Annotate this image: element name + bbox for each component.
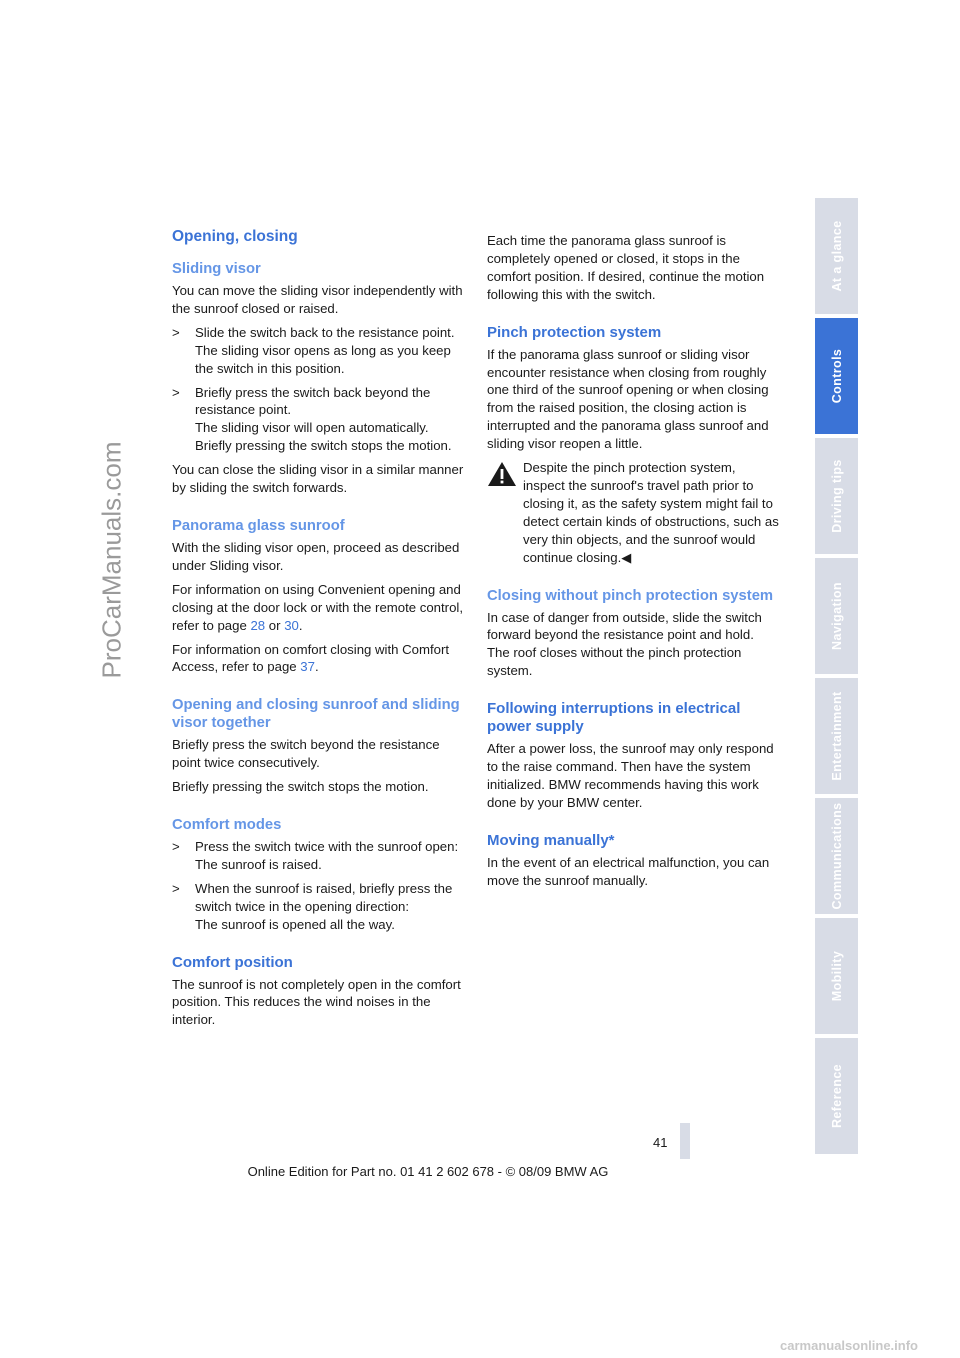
warning-text: Despite the pinch protection system, inspect the sunroof's travel path prior to closing it, as the safety system might fail to detect certain kinds of obstructions, such as very thin objects, and the sunroof would continue closing.◀ [523,460,779,565]
list-item-text: Press the switch twice with the sunroof open: [195,839,459,855]
heading-panorama: Panorama glass sunroof [172,517,345,534]
page-link-37[interactable]: 37 [300,659,315,675]
page-number: 41 [653,1135,668,1150]
list-item-text: When the sunroof is raised, briefly press the switch twice in the opening direction: [195,880,453,914]
right-column [487,232,779,896]
list-item-text: The sunroof is raised. [195,856,322,872]
tab-communications[interactable]: Communications [815,798,858,914]
tab-entertainment[interactable]: Entertainment [815,678,858,794]
list-item-text: The sliding visor will open automatically. Briefly pressing the switch stops the motion. [195,420,452,454]
bullet-mark: > [172,384,180,400]
heading-pinch-protection: Pinch protection system [487,323,662,341]
list-item [172,880,464,934]
paragraph: The sunroof is not completely open in the comfort position. This reduces the wind noises in the interior. [172,976,461,1028]
list-item-text: The sunroof is opened all the way. [195,916,395,932]
bottom-watermark: carmanualsonline.info [780,1338,918,1353]
paragraph: You can move the sliding visor independently with the sunroof closed or raised. [172,283,463,316]
heading-comfort-modes: Comfort modes [172,817,282,834]
page-marker-bar [680,1123,690,1159]
chapter-tabs [815,198,858,1158]
paragraph: Briefly pressing the switch stops the motion. [172,779,429,795]
tab-navigation[interactable]: Navigation [815,558,858,674]
list-item [172,838,464,874]
footer-text: Online Edition for Part no. 01 41 2 602 678 - © 08/09 BMW AG [247,1164,609,1179]
heading-moving-manually: Moving manually* [487,831,615,849]
list-item [172,384,464,456]
paragraph: For information on using Convenient opening and closing at the door lock or with the remote control, refer to page 28 or 30. [172,581,464,633]
end-mark: ◀ [621,549,632,565]
warning-triangle-icon [487,461,517,487]
warning-box [487,459,779,566]
heading-comfort-position: Comfort position [172,953,293,971]
list-item-text: Slide the switch back to the resistance point. [195,324,455,340]
heading-together: Opening and closing sunroof and sliding visor together [172,697,460,732]
paragraph: If the panorama glass sunroof or sliding visor encounter resistance when closing from roughly one third of the sunroof opening or when closing from the raised position, the closing action is interrupted and the panorama glass sunroof and sliding visor reopen a little. [487,346,769,452]
page-link-28[interactable]: 28 [250,617,266,633]
bullet-mark: > [172,324,180,340]
bullet-mark: > [172,880,180,896]
tab-at-a-glance[interactable]: At a glance [815,198,858,314]
list-item-text: Briefly press the switch back beyond the resistance point. [195,384,431,418]
tab-controls[interactable]: Controls [815,318,858,434]
paragraph: With the sliding visor open, proceed as described under Sliding visor. [172,539,460,573]
heading-without-pinch: Closing without pinch protection system [487,587,774,604]
paragraph: In case of danger from outside, slide the switch forward beyond the resistance point and hold. The roof closes without the pinch protection system. [487,609,762,679]
list-item [172,324,464,378]
paragraph: Each time the panorama glass sunroof is completely opened or closed, it stops in the comfort position. If desired, continue the motion following this with the switch. [487,233,765,302]
paragraph: For information on comfort closing with Comfort Access, refer to page 37. [172,641,450,675]
tab-driving-tips[interactable]: Driving tips [815,438,858,554]
footer [0,1164,960,1179]
tab-reference[interactable]: Reference [815,1038,858,1154]
left-column [172,228,464,1035]
paragraph: After a power loss, the sunroof may only respond to the raise command. Then have the system initialized. BMW recommends having this work done by your BMW center. [487,741,774,810]
bullet-mark: > [172,839,180,855]
heading-sliding-visor: Sliding visor [172,261,261,277]
list-item-text: The sliding visor opens as long as you keep the switch in this position. [195,342,451,376]
paragraph: Briefly press the switch beyond the resistance point twice consecutively. [172,737,440,771]
heading-opening-closing: Opening, closing [172,228,298,245]
page-link-30[interactable]: 30 [284,617,299,633]
heading-interruptions: Following interruptions in electrical power supply [487,700,741,736]
tab-mobility[interactable]: Mobility [815,918,858,1034]
paragraph: You can close the sliding visor in a similar manner by sliding the switch forwards. [172,462,464,496]
paragraph: In the event of an electrical malfunction, you can move the sunroof manually. [487,854,770,888]
side-watermark: ProCarManuals.com [96,441,127,679]
